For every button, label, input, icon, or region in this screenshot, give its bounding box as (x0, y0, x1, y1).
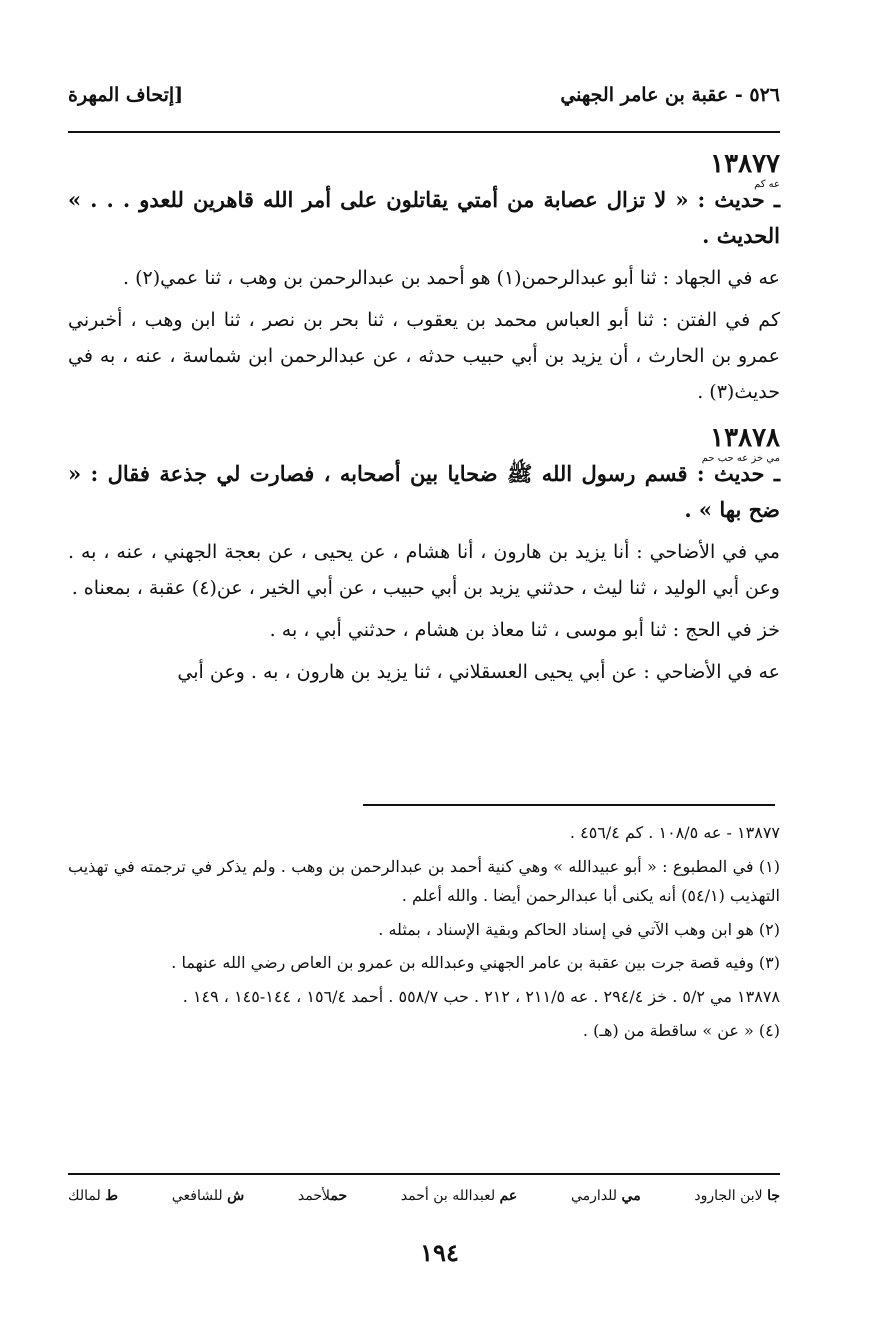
footnote: ١٣٨٧٧ - عه ١٠٨/٥ . كم ٤٥٦/٤ . (569, 823, 780, 842)
page-number: ١٩٤ (420, 1238, 459, 1267)
footnote-separator (363, 804, 775, 806)
hadith-sigla: عه كم (754, 179, 780, 191)
footnote: (٢) هو ابن وهب الآتي في إسناد الحاكم وبقية الإسناد ، بمثله . (378, 919, 780, 939)
legend-name: لعبدالله بن أحمد (400, 1188, 496, 1204)
legend-item (571, 1188, 641, 1204)
hadith-entry-13877 (68, 142, 780, 254)
hadith-sigla: مي خز عه حب حم (701, 453, 780, 465)
header-right-title: ٥٢٦ - عقبة بن عامر الجهني (560, 84, 780, 106)
legend-code: ط (105, 1188, 119, 1204)
hadith-title-text: ـ حديث : قسم رسول الله ﷺ ضحايا بين أصحابه ، فصارت لي جذعة فقال : « ضح بها » . (68, 461, 780, 522)
isnad-paragraph: خز في الحج : ثنا أبو موسى ، ثنا معاذ بن هشام ، حدثني أبي ، به . (269, 618, 780, 641)
legend-name: لمالك (68, 1188, 101, 1204)
legend-divider (68, 1173, 780, 1175)
legend-code: جا (767, 1188, 780, 1204)
hadith-title-text: ـ حديث : « لا تزال عصابة من أمتي يقاتلون على أمر الله قاهرين للعدو . . . » الحديث . (68, 187, 780, 248)
legend-item (68, 1188, 118, 1204)
legend-code: مي (621, 1188, 641, 1204)
isnad-paragraph: عه في الجهاد : ثنا أبو عبدالرحمن(١) هو أحمد بن عبدالرحمن بن وهب ، ثنا عمي(٢) . (122, 266, 780, 289)
footnotes (68, 818, 780, 1049)
legend-code: حم (330, 1188, 348, 1204)
legend-name: للدارمي (571, 1188, 618, 1204)
footnote: ١٣٨٧٨ مي ٥/٢ . خز ٢٩٤/٤ . عه ٢١١/٥ ، ٢١٢ . حب ٥٥٨/٧ . أحمد ١٥٦/٤ ، ١٤٤-١٤٥ ، ١٤٩ . (182, 986, 780, 1006)
isnad-paragraph: مي في الأضاحي : أنا يزيد بن هارون ، أنا هشام ، عن يحيى ، عن بعجة الجهني ، عنه ، به . وعن أبي الوليد ، ثنا ليث ، حدثني يزيد بن أبي حبيب ، عن أبي الخير ، عن(٤) عقبة ، بمعناه . (68, 540, 780, 599)
legend-item (172, 1188, 244, 1204)
legend-name: لأحمد (297, 1188, 331, 1204)
hadith-number: ١٣٨٧٨ (710, 422, 780, 453)
footnote: (٣) وفيه قصة جرت بين عقبة بن عامر الجهني وعبدالله بن عمرو بن العاص رضي الله عنهما . (171, 953, 780, 973)
header-left-title: [إتحاف المهرة (68, 84, 184, 106)
legend-code: عم (499, 1188, 518, 1204)
legend-item (298, 1188, 347, 1204)
legend-code: ش (227, 1188, 245, 1204)
isnad-paragraph: عه في الأضاحي : عن أبي يحيى العسقلاني ، ثنا يزيد بن هارون ، به . وعن أبي (177, 660, 780, 683)
footnote: (٤) « عن » ساقطة من (هـ) . (582, 1020, 780, 1040)
legend-name: لابن الجارود (694, 1188, 763, 1204)
hadith-entry-13878 (68, 416, 780, 528)
hadith-number: ١٣٨٧٧ (710, 149, 780, 179)
legend-item (694, 1188, 780, 1204)
main-text (68, 142, 780, 696)
header-divider (68, 131, 780, 133)
legend-item (401, 1188, 517, 1204)
abbreviation-legend (68, 1188, 780, 1204)
running-header (68, 84, 780, 106)
legend-name: للشافعي (171, 1188, 223, 1204)
isnad-paragraph: كم في الفتن : ثنا أبو العباس محمد بن يعقوب ، ثنا بحر بن نصر ، ثنا ابن وهب ، أخبرني عمرو بن الحارث ، أن يزيد بن أبي حبيب حدثه ، عن عبدالرحمن ابن شماسة ، عنه ، به في حديث(٣) . (68, 308, 780, 403)
footnote: (١) في المطبوع : « أبو عبيدالله » وهي كنية أحمد بن عبدالرحمن بن وهب . ولم يذكر في ترجمته في تهذيب التهذيب (٥٤/١) أنه يكنى أبا عبدالرحمن أيضا . والله أعلم . (68, 856, 780, 906)
